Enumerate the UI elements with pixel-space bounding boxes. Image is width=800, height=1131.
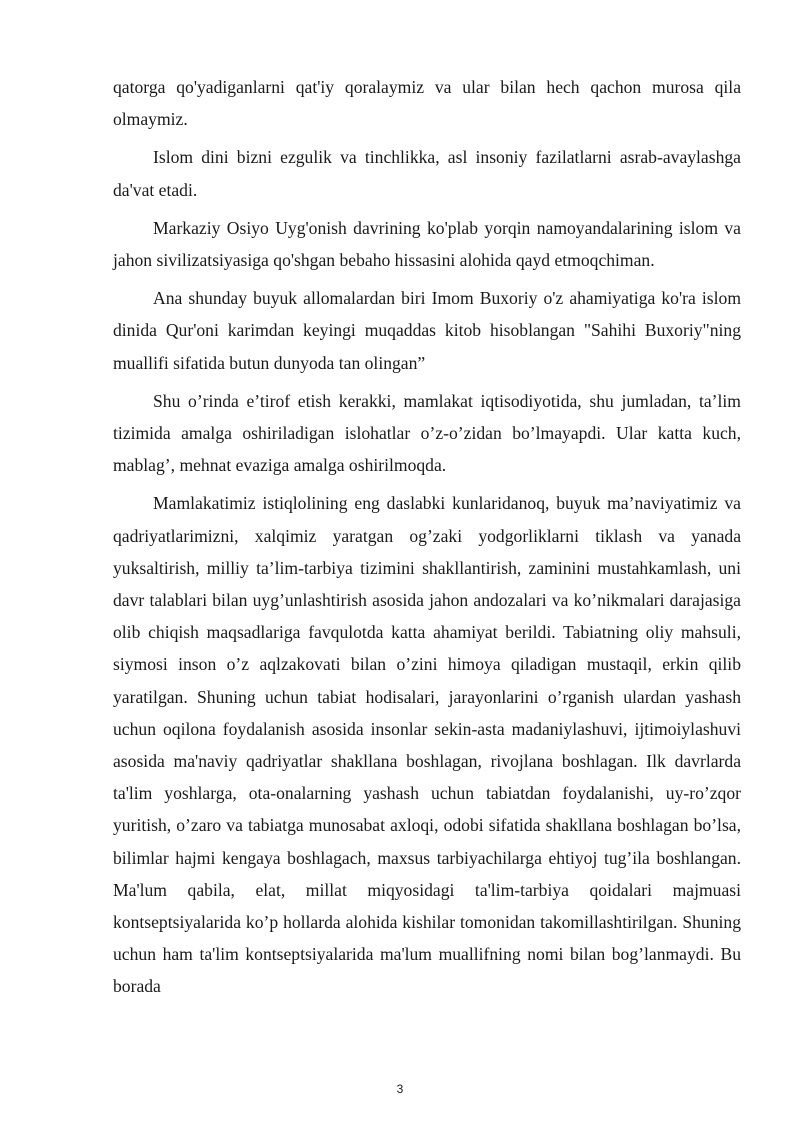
paragraph: Shu o’rinda e’tirof etish kerakki, mamlakat iqtisodiyotida, shu jumladan, ta’lim tizimida amalga oshiriladigan islohatlar o’z-o’zidan bo’lmayapdi. Ular katta kuch, mablag’, mehnat evaziga amalga oshirilmoqda. [113,390,741,476]
page-number: 3 [396,1082,404,1096]
paragraph: Ana shunday buyuk allomalardan biri Imom Buxoriy o'z ahamiyatiga ko'ra islom dinida Qur'oni karimdan keyingi muqaddas kitob hisoblangan "Sahihi Buxoriy"ning muallifi sifatida butun dunyoda tan olingan” [113,288,741,373]
paragraph: Mamlakatimiz istiqlolining eng daslabki kunlaridanoq, buyuk ma’naviyatimiz va qadriyatlarimizni, xalqimiz yaratgan og’zaki yodgorliklarni tiklash va yanada yuksaltirish, milliy ta’lim-tarbiya tizimini shakllantirish, zaminini mustahkamlash, uni davr talablari bilan uyg’unlashtirish asosida jahon andozalari va ko’nikmalari darajasiga olib chiqish maqsadlariga favqulotda katta ahamiyat berildi. Tabiatning oliy mahsuli, siymosi inson o’z aqlzakovati bilan o’zini himoya qiladigan mustaqil, erkin qilib yaratilgan. Shuning uchun tabiat hodisalari, jarayonlarini o’rganish ulardan yashash uchun oqilona foydalanish asosida insonlar sekin-asta madaniylashuvi, ijtimoiylashuvi asosida ma'naviy qadriyatlar shakllana boshlagan, rivojlana boshlagan. Ilk davrlarda ta'lim yoshlarga, ota-onalarning yashash uchun tabiatdan foydalanishi, uy-ro’zqor yuritish, o’zaro va tabiatga munosabat axloqi, odobi sifatida shakllana boshlagan bo’lsa, bilimlar hajmi kengaya boshlagach, maxsus tarbiyachilarga ehtiyoj tug’ila boshlangan. Ma'lum qabila, elat, millat miqyosidagi ta'lim-tarbiya qoidalari majmuasi kontseptsiyalarida ko’p hollarda alohida kishilar tomonidan takomillashtirilgan. Shuning uchun ham ta'lim kontseptsiyalarida ma'lum muallifning nomi bilan bog’lanmaydi. Bu borada [113,493,741,997]
document-body [113,71,741,1009]
paragraph-continuation: qatorga qo'yadiganlarni qat'iy qoralaymiz va ular bilan hech qachon murosa qila olmaymiz. [113,77,741,130]
paragraph: Islom dini bizni ezgulik va tinchlikka, asl insoniy fazilatlarni asrab-avaylashga da'vat etadi. [113,147,741,200]
paragraph: Markaziy Osiyo Uyg'onish davrining ko'plab yorqin namoyandalarining islom va jahon sivilizatsiyasiga qo'shgan bebaho hissasini alohida qayd etmoqchiman. [113,217,741,271]
